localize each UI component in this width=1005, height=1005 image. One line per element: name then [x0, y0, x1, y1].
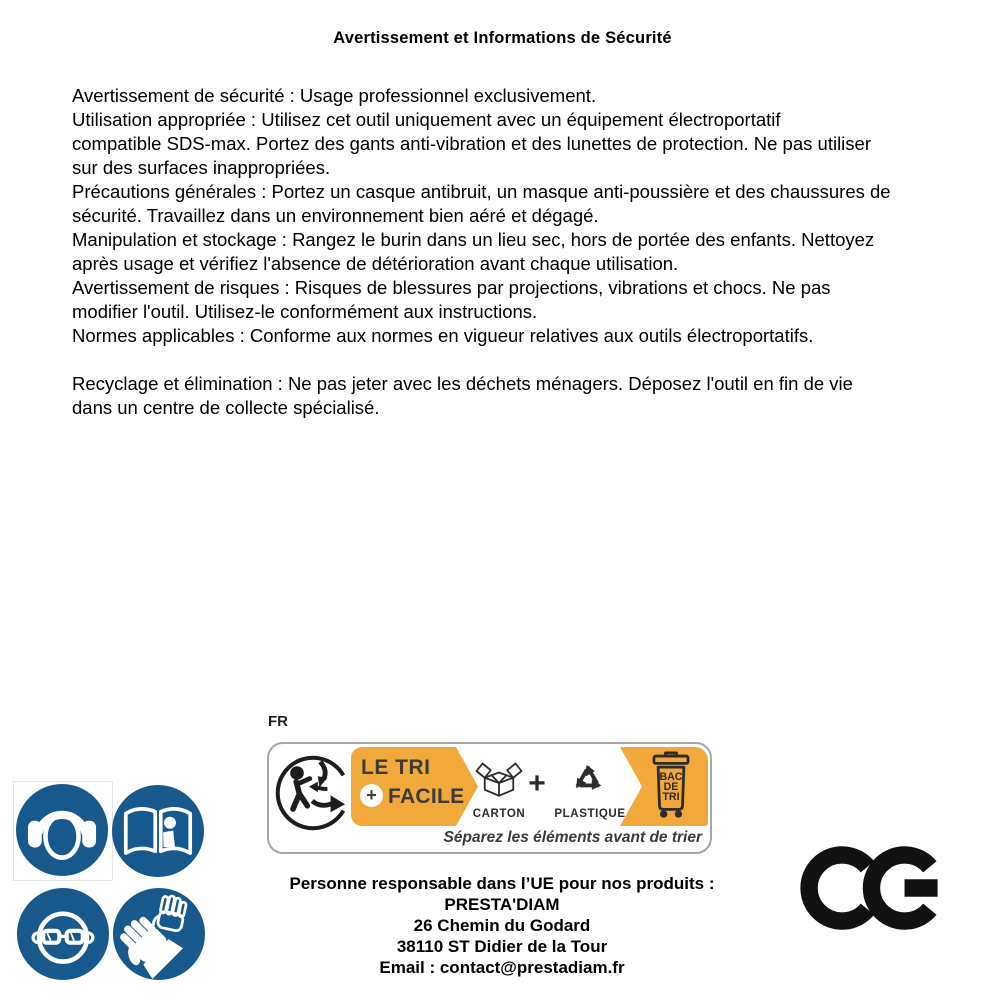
text-line: Utilisation appropriée : Utilisez cet outil uniquement avec un équipement électroportatif [72, 109, 781, 130]
read-instruction-manual-icon [112, 785, 204, 877]
responsible-address-city: 38110 ST Didier de la Tour [396, 937, 608, 956]
text-line: après usage et vérifiez l'absence de détérioration avant chaque utilisation. [72, 253, 679, 274]
responsible-person-block [252, 873, 752, 978]
bin-label-line1: BAC [659, 770, 683, 783]
ce-logo-icon [799, 842, 944, 934]
cardboard-box-icon [475, 753, 523, 807]
text-line: Avertissement de sécurité : Usage professionnel exclusivement. [72, 85, 597, 106]
recycling-sorting-badge [267, 742, 712, 854]
wear-protective-gloves-icon [113, 888, 205, 980]
text-line: compatible SDS-max. Portez des gants anti-vibration et des lunettes de protection. Ne pas utiliser [72, 133, 871, 154]
responsible-address-street: 26 Chemin du Godard [413, 916, 591, 935]
text-line: Recyclage et élimination : Ne pas jeter avec les déchets ménagers. Déposez l'outil en fin de vie [72, 373, 853, 394]
wear-eye-protection-icon [17, 888, 109, 980]
text-line: Précautions générales : Portez un casque antibruit, un masque anti-poussière et des chaussures de [72, 181, 891, 202]
safety-text-block [72, 84, 891, 420]
ce-label [944, 842, 945, 843]
triman-recycling-icon [273, 749, 353, 837]
text-line: Normes applicables : Conforme aux normes en vigueur relatives aux outils électroportatifs. [72, 325, 814, 346]
text-line: modifier l'outil. Utilisez-le conformément aux instructions. [72, 301, 538, 322]
bin-label-line3: TRI [662, 791, 680, 804]
text-line: sur des surfaces inappropriées. [72, 157, 331, 178]
plus-separator: + [528, 767, 546, 800]
fr-country-label: FR [268, 713, 288, 730]
text-line: Avertissement de risques : Risques de blessures par projections, vibrations et chocs. Ne pas [72, 277, 831, 298]
page-title: Avertissement et Informations de Sécurité [333, 29, 672, 47]
wear-ear-protection-icon [16, 784, 108, 876]
material-label-plastique: PLASTIQUE [554, 808, 626, 820]
material-label-carton: CARTON [472, 808, 526, 820]
tri-headline-line2: FACILE [388, 785, 465, 808]
plus-sign: + [366, 785, 377, 805]
text-line: dans un centre de collecte spécialisé. [72, 397, 380, 418]
plus-circle-icon [360, 784, 383, 807]
sorting-caption: Séparez les éléments avant de trier [443, 829, 702, 846]
text-line: Manipulation et stockage : Rangez le burin dans un lieu sec, hors de portée des enfants. Nettoyez [72, 229, 875, 250]
responsible-company: PRESTA'DIAM [444, 895, 560, 914]
recycling-arrows-icon [565, 755, 611, 801]
text-line: sécurité. Travaillez dans un environnement bien aéré et dégagé. [72, 205, 599, 226]
bin-label-line2: DE [663, 781, 679, 794]
responsible-line: Personne responsable dans l’UE pour nos produits : [289, 874, 715, 893]
sorting-bin-icon [648, 750, 694, 821]
responsible-email: Email : contact@prestadiam.fr [379, 958, 625, 977]
tri-headline-line1: LE TRI [361, 756, 431, 779]
ce-marking [799, 842, 944, 939]
